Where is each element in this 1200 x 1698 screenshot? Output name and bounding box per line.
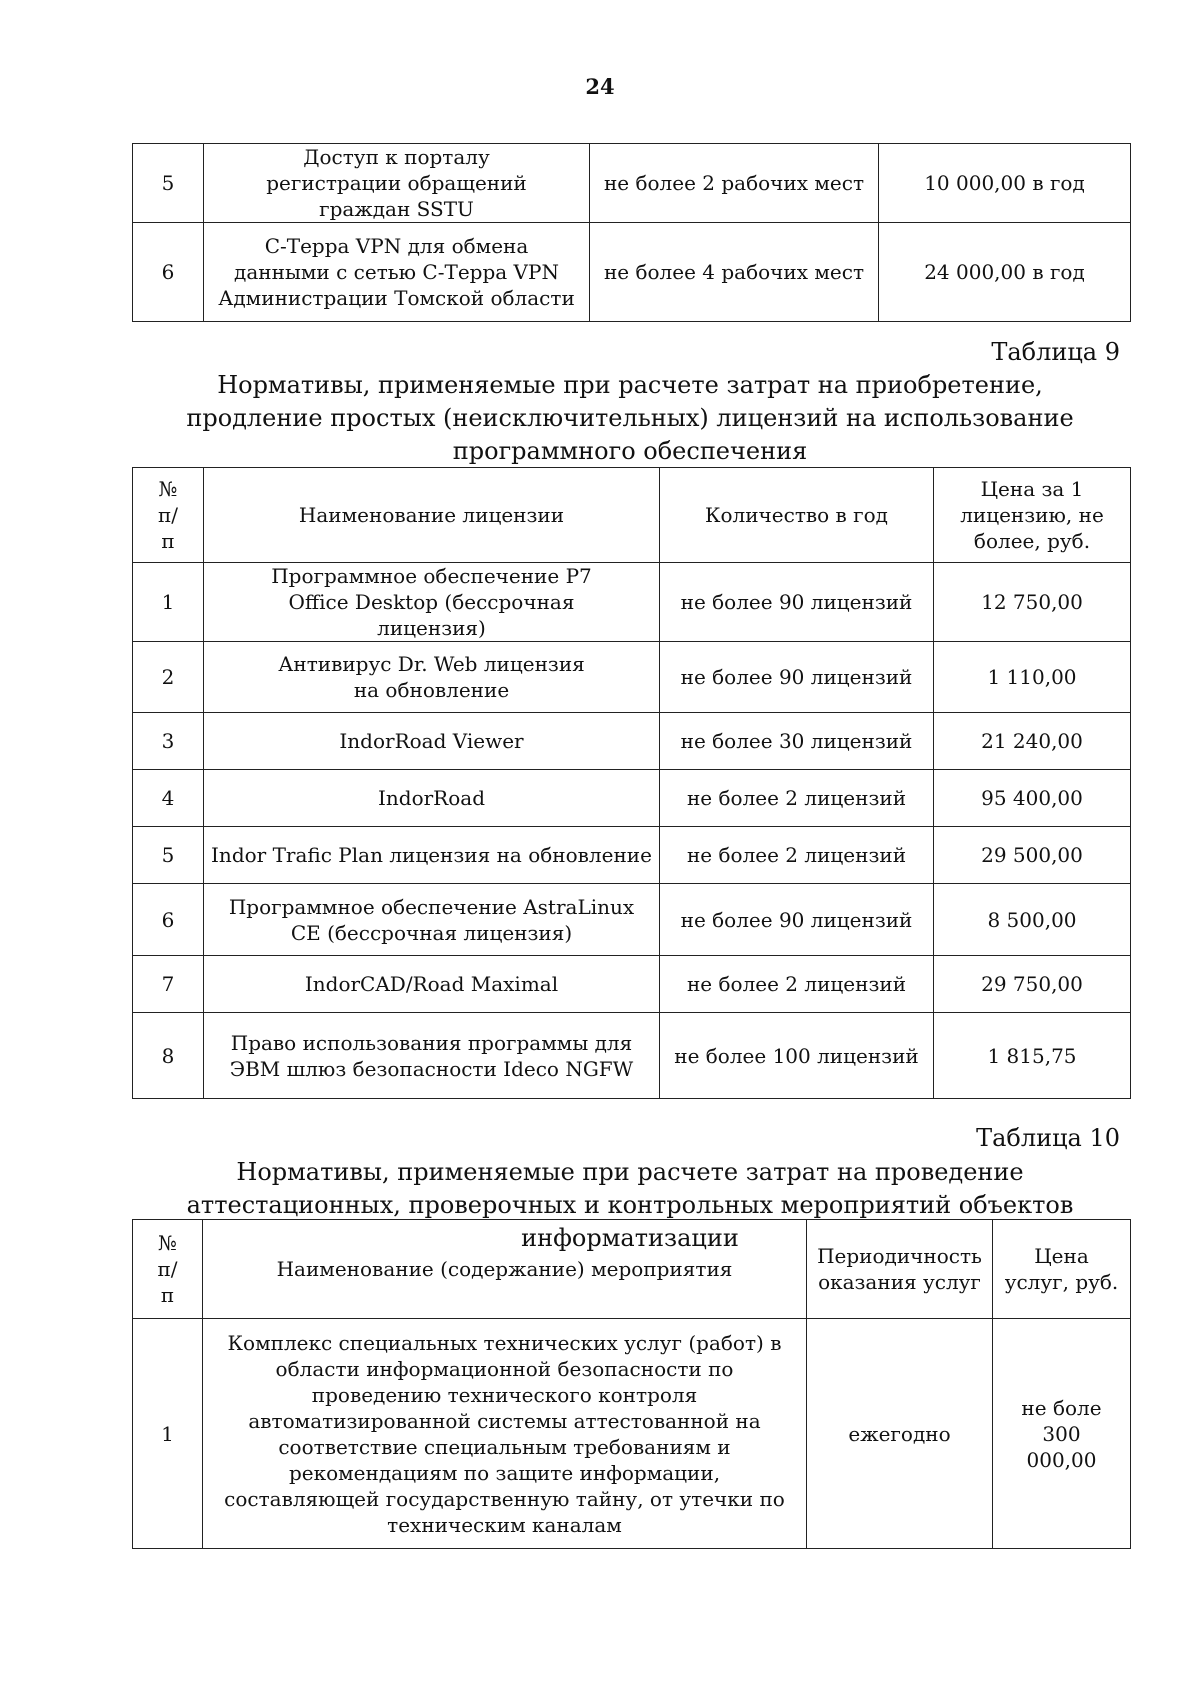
row-price: 29 750,00 [934, 956, 1131, 1013]
row-name: Право использования программы для ЭВМ шлюз безопасности Ideco NGFW [204, 1013, 660, 1099]
header-name: Наименование лицензии [204, 468, 660, 563]
row-quantity: не более 90 лицензий [660, 884, 934, 956]
table-row [133, 642, 1131, 713]
table-row [133, 827, 1131, 884]
row-num: 6 [133, 223, 204, 322]
header-name: Наименование (содержание) мероприятия [203, 1220, 807, 1319]
row-price: 95 400,00 [934, 770, 1131, 827]
row-name: Indor Trafic Plan лицензия на обновление [204, 827, 660, 884]
table-header-row [133, 1220, 1131, 1319]
table9-title: Нормативы, применяемые при расчете затрат на приобретение, продление простых (неисключительных) лицензий на использование программного обеспечения [186, 371, 1074, 465]
row-quantity: не более 2 лицензий [660, 827, 934, 884]
table9 [132, 467, 1131, 1099]
row-quantity: не более 30 лицензий [660, 713, 934, 770]
row-price: 8 500,00 [934, 884, 1131, 956]
header-num: № п/п [133, 468, 204, 563]
header-price: Цена услуг, руб. [993, 1220, 1131, 1319]
table10-title: Нормативы, применяемые при расчете затрат на проведение аттестационных, проверочных и контрольных мероприятий объектов информатизации [186, 1158, 1074, 1252]
row-price: 24 000,00 в год [879, 223, 1131, 322]
table8-continuation [132, 143, 1131, 322]
header-quantity: Количество в год [660, 468, 934, 563]
row-num: 2 [133, 642, 204, 713]
row-period: ежегодно [807, 1319, 993, 1549]
row-quantity: не более 90 лицензий [660, 642, 934, 713]
row-price: 1 815,75 [934, 1013, 1131, 1099]
table-row [133, 713, 1131, 770]
table-row [133, 144, 1131, 223]
row-name: Программное обеспечение Р7 Office Desktop (бессрочная лицензия) [204, 563, 660, 642]
table-row [133, 1013, 1131, 1099]
header-period: Периодичность оказания услуг [807, 1220, 993, 1319]
row-name: Комплекс специальных технических услуг (работ) в области информационной безопасности по проведению технического контроля автоматизированной системы аттестованной на соответствие специальным требованиям и рекомендациям по защите информации, составляющей государственную тайну, от утечки по техническим каналам [203, 1319, 807, 1549]
row-num: 6 [133, 884, 204, 956]
header-price: Цена за 1 лицензию, не более, руб. [934, 468, 1131, 563]
row-price: 10 000,00 в год [879, 144, 1131, 223]
row-quantity: не более 4 рабочих мест [590, 223, 879, 322]
row-name: Программное обеспечение AstraLinux CE (бессрочная лицензия) [204, 884, 660, 956]
row-name: IndorRoad Viewer [204, 713, 660, 770]
row-price: 12 750,00 [934, 563, 1131, 642]
table-row [133, 770, 1131, 827]
row-num: 1 [133, 563, 204, 642]
row-price: 1 110,00 [934, 642, 1131, 713]
table10-label: Таблица 10 [976, 1124, 1120, 1152]
table-row [133, 223, 1131, 322]
table9-label: Таблица 9 [991, 338, 1120, 366]
table-row [133, 1319, 1131, 1549]
page-number: 24 [585, 74, 615, 99]
row-num: 1 [133, 1319, 203, 1549]
row-quantity: не более 90 лицензий [660, 563, 934, 642]
row-name: С-Терра VPN для обмена данными с сетью С-Терра VPN Администрации Томской области [204, 223, 590, 322]
row-name: Антивирус Dr. Web лицензия на обновление [204, 642, 660, 713]
row-num: 8 [133, 1013, 204, 1099]
row-quantity: не более 2 лицензий [660, 770, 934, 827]
row-quantity: не более 100 лицензий [660, 1013, 934, 1099]
table-header-row [133, 468, 1131, 563]
row-num: 5 [133, 827, 204, 884]
row-price: 29 500,00 [934, 827, 1131, 884]
row-price: 21 240,00 [934, 713, 1131, 770]
table-row [133, 563, 1131, 642]
row-num: 7 [133, 956, 204, 1013]
row-name: Доступ к порталу регистрации обращений граждан SSTU [204, 144, 590, 223]
row-num: 3 [133, 713, 204, 770]
header-num: № п/п [133, 1220, 203, 1319]
row-num: 5 [133, 144, 204, 223]
row-price: не боле 300 000,00 [993, 1319, 1131, 1549]
row-quantity: не более 2 лицензий [660, 956, 934, 1013]
row-quantity: не более 2 рабочих мест [590, 144, 879, 223]
table-row [133, 956, 1131, 1013]
table10 [132, 1219, 1131, 1549]
row-name: IndorRoad [204, 770, 660, 827]
row-name: IndorCAD/Road Maximal [204, 956, 660, 1013]
table-row [133, 884, 1131, 956]
row-num: 4 [133, 770, 204, 827]
